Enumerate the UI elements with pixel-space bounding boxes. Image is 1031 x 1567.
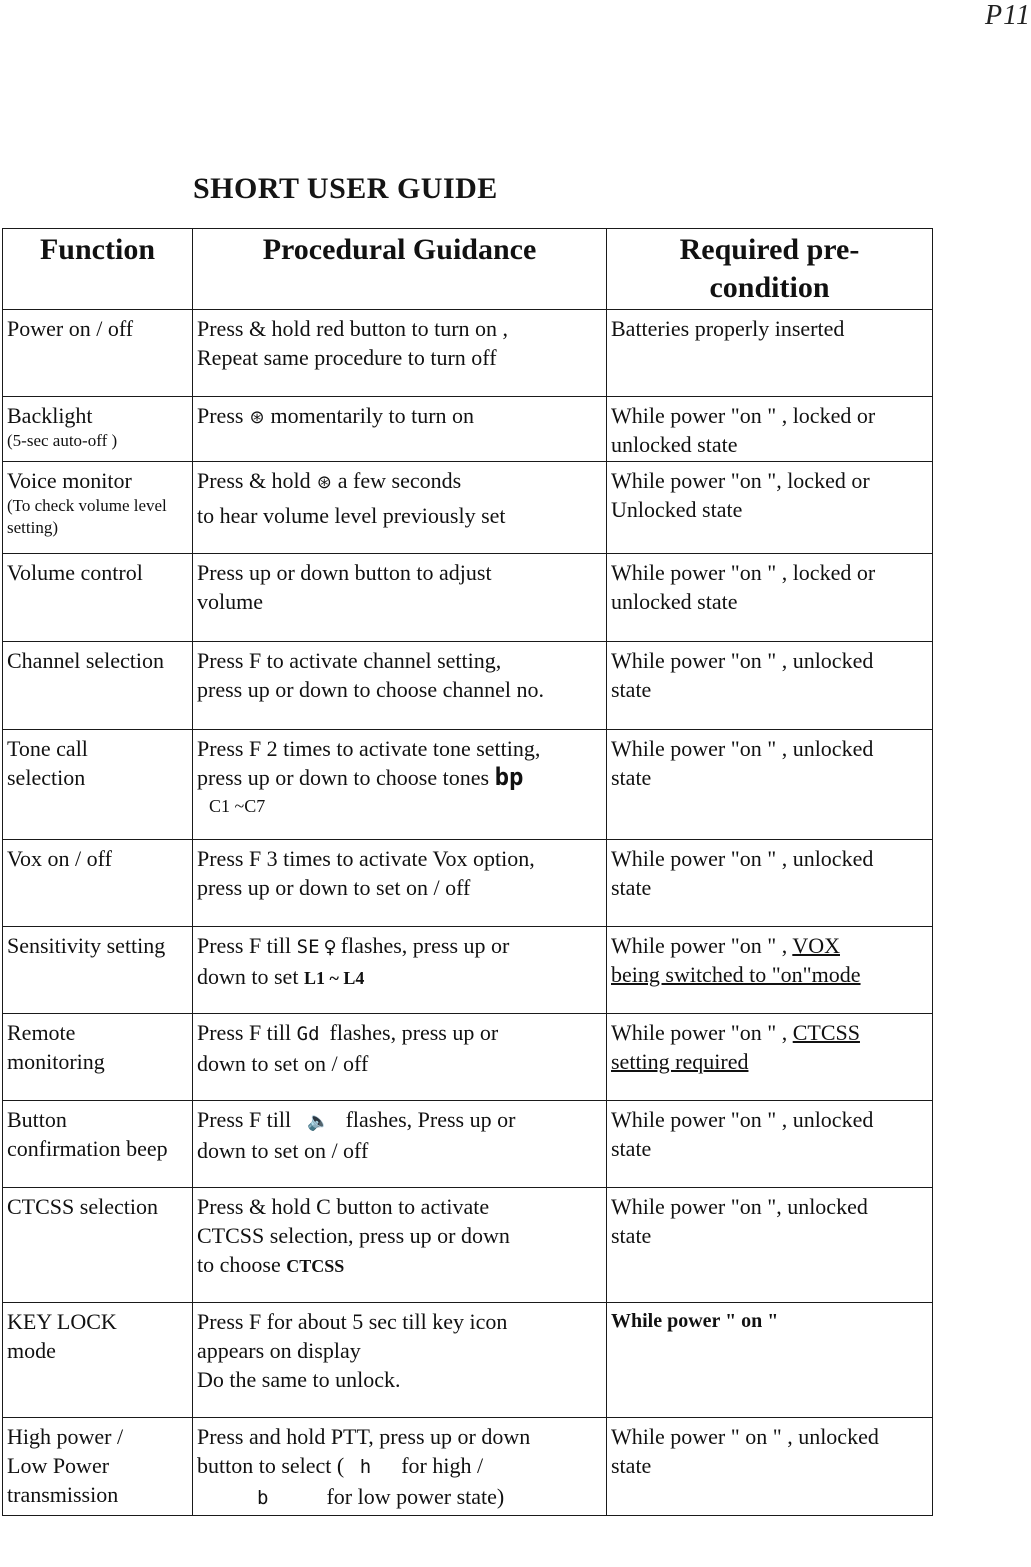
function-label: Remote xyxy=(7,1020,76,1045)
precondition-text: While power "on " , xyxy=(611,1020,788,1045)
guidance-cell xyxy=(193,730,607,840)
guidance-line: Press F to activate channel setting, xyxy=(197,648,502,673)
page-number-mark: P11 xyxy=(985,0,1031,31)
guidance-text: momentarily to turn on xyxy=(270,403,475,428)
column-header-precondition-text: Required pre-condition xyxy=(679,233,860,304)
function-label: confirmation beep xyxy=(7,1136,168,1161)
function-label: Volume control xyxy=(7,560,143,585)
function-label: Button xyxy=(7,1107,67,1132)
guidance-text: down to set xyxy=(197,964,299,989)
guidance-text: a few seconds xyxy=(337,468,462,493)
precondition-line: While power "on " , unlocked xyxy=(611,648,874,673)
column-header-guidance: Procedural Guidance xyxy=(193,229,607,310)
function-cell xyxy=(3,1188,193,1303)
function-label: Channel selection xyxy=(7,648,165,673)
guidance-text: flashes, Press up or xyxy=(345,1107,516,1132)
guidance-line: CTCSS selection, press up or down xyxy=(197,1223,510,1248)
function-label: Vox on / off xyxy=(7,846,112,871)
precondition-line: While power " on " , unlocked xyxy=(611,1424,879,1449)
function-cell xyxy=(3,397,193,462)
guidance-text: flashes, press up or xyxy=(329,1020,499,1045)
ctcss-code: CTCSS xyxy=(286,1256,345,1276)
function-label: High power / xyxy=(7,1424,124,1449)
function-cell xyxy=(3,840,193,927)
guidance-line: Press & hold red button to turn on , xyxy=(197,316,509,341)
precondition-line xyxy=(611,931,928,960)
column-header-precondition xyxy=(607,229,933,310)
table-row xyxy=(3,310,933,397)
table-row xyxy=(3,927,933,1014)
function-cell xyxy=(3,730,193,840)
guidance-text: for high / xyxy=(401,1453,484,1478)
guidance-cell xyxy=(193,1418,607,1516)
guidance-text: press up or down to choose tones xyxy=(197,765,490,790)
guidance-line: Do the same to unlock. xyxy=(197,1367,401,1392)
guidance-line: press up or down to set on / off xyxy=(197,875,471,900)
precondition-cell xyxy=(607,310,933,397)
precondition-cell xyxy=(607,840,933,927)
table-row xyxy=(3,397,933,462)
sensitivity-display-glyph: SE xyxy=(296,936,320,958)
precondition-line: While power "on " , locked or xyxy=(611,403,876,428)
table-row xyxy=(3,730,933,840)
precondition-line: While power "on ", locked or xyxy=(611,468,870,493)
function-label: mode xyxy=(7,1338,56,1363)
guidance-text: button to select ( xyxy=(197,1453,345,1478)
precondition-line: state xyxy=(611,1453,652,1478)
guidance-line: Press F 3 times to activate Vox option, xyxy=(197,846,535,871)
precondition-line: Batteries properly inserted xyxy=(611,316,845,341)
guidance-line xyxy=(197,1250,602,1281)
precondition-cell xyxy=(607,927,933,1014)
precondition-cell xyxy=(607,397,933,462)
high-power-display-glyph: h xyxy=(359,1456,372,1478)
guidance-line xyxy=(197,1482,602,1513)
precondition-emphasis: VOX xyxy=(792,933,840,958)
precondition-emphasis: CTCSS xyxy=(792,1020,860,1045)
function-cell xyxy=(3,642,193,730)
precondition-line: state xyxy=(611,677,652,702)
guidance-line: down to set on / off xyxy=(197,1051,369,1076)
guidance-line: down to set on / off xyxy=(197,1138,369,1163)
function-label: monitoring xyxy=(7,1049,105,1074)
guidance-line xyxy=(197,1451,602,1482)
guidance-line: appears on display xyxy=(197,1338,361,1363)
table-row xyxy=(3,1101,933,1188)
precondition-line xyxy=(611,1018,928,1047)
precondition-line: setting required xyxy=(611,1049,749,1074)
guidance-cell xyxy=(193,1188,607,1303)
tone-display-glyph: bp xyxy=(494,763,524,791)
guidance-line xyxy=(197,931,602,962)
guidance-line: Press up or down button to adjust xyxy=(197,560,492,585)
column-header-function: Function xyxy=(3,229,193,310)
guidance-cell xyxy=(193,1014,607,1101)
precondition-line: Unlocked state xyxy=(611,497,743,522)
precondition-line: While power "on " , locked or xyxy=(611,560,876,585)
function-label: Backlight xyxy=(7,403,93,428)
precondition-cell xyxy=(607,642,933,730)
precondition-line: state xyxy=(611,1136,652,1161)
guidance-text: Press F till xyxy=(197,1107,292,1132)
function-label: transmission xyxy=(7,1482,119,1507)
backlight-button-icon: ⊛ xyxy=(249,407,265,428)
function-cell xyxy=(3,927,193,1014)
guidance-line: press up or down to choose channel no. xyxy=(197,677,545,702)
document-title: SHORT USER GUIDE xyxy=(193,172,498,205)
beep-speaker-icon: 🔈 xyxy=(307,1111,330,1132)
table-row xyxy=(3,1418,933,1516)
guidance-cell xyxy=(193,310,607,397)
remote-monitor-display-glyph: Gd xyxy=(296,1023,320,1045)
precondition-line: state xyxy=(611,765,652,790)
guidance-line: Repeat same procedure to turn off xyxy=(197,345,497,370)
table-row xyxy=(3,840,933,927)
function-label: KEY LOCK xyxy=(7,1309,117,1334)
function-label: Voice monitor xyxy=(7,468,132,493)
precondition-cell xyxy=(607,1101,933,1188)
guidance-text: Press & hold xyxy=(197,468,311,493)
sensitivity-range: L1 ~ L4 xyxy=(303,968,365,988)
guidance-text: to choose xyxy=(197,1252,281,1277)
guidance-line xyxy=(197,1018,602,1049)
vox-sensitivity-icon: ♀ xyxy=(323,937,337,958)
guidance-line: to hear volume level previously set xyxy=(197,503,506,528)
precondition-cell xyxy=(607,1188,933,1303)
guidance-line xyxy=(197,466,602,497)
precondition-line: While power "on " , unlocked xyxy=(611,1107,874,1132)
function-label: Low Power xyxy=(7,1453,110,1478)
guidance-cell xyxy=(193,1303,607,1418)
guidance-cell xyxy=(193,642,607,730)
function-cell xyxy=(3,1014,193,1101)
function-label: Tone call xyxy=(7,736,88,761)
precondition-line: being switched to "on"mode xyxy=(611,962,861,987)
precondition-line: unlocked state xyxy=(611,432,738,457)
low-power-display-glyph: b xyxy=(257,1487,269,1509)
precondition-cell xyxy=(607,1014,933,1101)
function-cell xyxy=(3,310,193,397)
precondition-line: unlocked state xyxy=(611,589,738,614)
guidance-line xyxy=(197,962,602,993)
guidance-line: Press F 2 times to activate tone setting, xyxy=(197,736,541,761)
precondition-cell xyxy=(607,554,933,642)
guidance-line xyxy=(197,1105,602,1136)
precondition-line: state xyxy=(611,1223,652,1248)
guidance-text: Press F till xyxy=(197,933,292,958)
guidance-text: flashes, press up or xyxy=(340,933,510,958)
guidance-cell xyxy=(193,1101,607,1188)
precondition-line: While power "on " , unlocked xyxy=(611,846,874,871)
precondition-line: state xyxy=(611,875,652,900)
precondition-cell xyxy=(607,730,933,840)
guidance-line: Press and hold PTT, press up or down xyxy=(197,1424,531,1449)
function-cell xyxy=(3,1303,193,1418)
backlight-button-icon: ⊛ xyxy=(316,472,332,493)
table-row xyxy=(3,642,933,730)
function-label: Power on / off xyxy=(7,316,134,341)
precondition-line: While power "on " , unlocked xyxy=(611,736,874,761)
precondition-text: While power "on " , xyxy=(611,933,788,958)
precondition-cell xyxy=(607,1303,933,1418)
guidance-cell xyxy=(193,927,607,1014)
function-label: Sensitivity setting xyxy=(7,933,166,958)
guidance-text: Press xyxy=(197,403,244,428)
function-cell xyxy=(3,1101,193,1188)
function-label: CTCSS selection xyxy=(7,1194,158,1219)
function-note: (5-sec auto-off ) xyxy=(7,431,118,450)
function-cell xyxy=(3,554,193,642)
precondition-line: While power " on " xyxy=(611,1310,779,1332)
guidance-cell xyxy=(193,462,607,554)
function-cell xyxy=(3,462,193,554)
guidance-line: volume xyxy=(197,589,263,614)
function-cell xyxy=(3,1418,193,1516)
table-row xyxy=(3,1188,933,1303)
guidance-line: Press & hold C button to activate xyxy=(197,1194,490,1219)
table-row xyxy=(3,1014,933,1101)
precondition-cell xyxy=(607,1418,933,1516)
tone-range: C1 ~C7 xyxy=(209,796,266,816)
table-row xyxy=(3,554,933,642)
guidance-line xyxy=(197,763,602,792)
guidance-line: Press F for about 5 sec till key icon xyxy=(197,1309,508,1334)
guidance-cell xyxy=(193,840,607,927)
guidance-cell xyxy=(193,397,607,462)
guidance-cell xyxy=(193,554,607,642)
table-row xyxy=(3,462,933,554)
precondition-line: While power "on ", unlocked xyxy=(611,1194,868,1219)
user-guide-table xyxy=(2,228,933,1516)
table-row xyxy=(3,1303,933,1418)
guidance-text: Press F till xyxy=(197,1020,292,1045)
guidance-line xyxy=(197,401,602,432)
function-note: (To check volume level setting) xyxy=(7,496,167,537)
table-header-row xyxy=(3,229,933,310)
guidance-text: for low power state) xyxy=(326,1484,505,1509)
function-label: selection xyxy=(7,765,86,790)
precondition-cell xyxy=(607,462,933,554)
